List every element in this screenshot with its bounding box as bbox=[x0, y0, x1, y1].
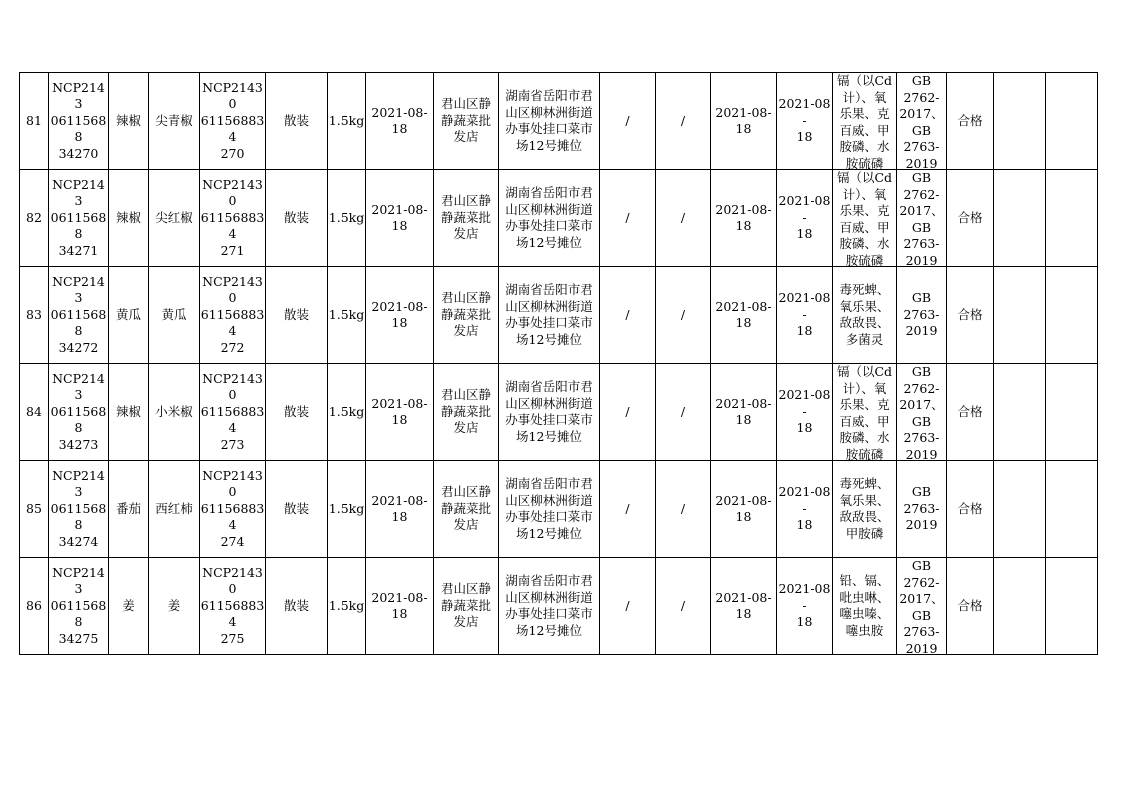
remark-2-cell bbox=[1046, 267, 1098, 364]
sampling-date-cell bbox=[711, 558, 777, 655]
row-number: 86 bbox=[26, 597, 42, 613]
testing-date: 2021-08- 18 bbox=[778, 581, 831, 630]
sampling-date-cell bbox=[711, 73, 777, 170]
test-standard: GB 2762- 2017、 GB 2763- 2019 bbox=[899, 170, 944, 266]
sample-id: NCP2143 06115688 34272 bbox=[50, 273, 107, 355]
testing-date-cell bbox=[777, 267, 833, 364]
packaging-type-cell bbox=[266, 364, 328, 461]
sample-code: NCP21430 611568834 270 bbox=[200, 79, 265, 161]
sampling-date-cell bbox=[711, 170, 777, 267]
row-number: 82 bbox=[26, 209, 42, 225]
blank-field-2-cell bbox=[656, 461, 711, 558]
row-number: 83 bbox=[26, 306, 42, 322]
food-name-cell bbox=[149, 73, 200, 170]
test-result: 合格 bbox=[957, 403, 983, 419]
seller-address: 湖南省岳阳市君 山区柳林洲街道 办事处挂口菜市 场12号摊位 bbox=[505, 282, 593, 347]
seller-name-cell bbox=[434, 170, 499, 267]
blank-field-2-cell bbox=[656, 364, 711, 461]
sample-code-cell bbox=[200, 461, 266, 558]
test-result-cell bbox=[947, 558, 994, 655]
blank-field-2: / bbox=[680, 500, 686, 516]
food-name-cell bbox=[149, 461, 200, 558]
sample-code-cell bbox=[200, 73, 266, 170]
packaging-type: 散装 bbox=[283, 597, 309, 613]
row-number-cell bbox=[20, 267, 49, 364]
test-standard-cell bbox=[897, 170, 947, 267]
food-name: 尖红椒 bbox=[155, 209, 193, 225]
sample-id: NCP2143 06115688 34271 bbox=[50, 176, 107, 258]
test-result: 合格 bbox=[957, 209, 983, 225]
packaging-type-cell bbox=[266, 170, 328, 267]
table-row bbox=[20, 170, 1098, 267]
food-category: 辣椒 bbox=[115, 209, 141, 225]
blank-field-1-cell bbox=[600, 558, 656, 655]
testing-date: 2021-08- 18 bbox=[778, 484, 831, 533]
table-row bbox=[20, 73, 1098, 170]
remark-1-cell bbox=[994, 73, 1046, 170]
test-standard: GB 2763- 2019 bbox=[903, 290, 940, 339]
testing-date: 2021-08- 18 bbox=[778, 193, 831, 242]
test-standard: GB 2762- 2017、 GB 2763- 2019 bbox=[899, 73, 944, 169]
blank-field-2: / bbox=[680, 209, 686, 225]
sample-code-cell bbox=[200, 267, 266, 364]
blank-field-2-cell bbox=[656, 73, 711, 170]
food-name-cell bbox=[149, 267, 200, 364]
testing-date-cell bbox=[777, 558, 833, 655]
test-result-cell bbox=[947, 364, 994, 461]
row-number-cell bbox=[20, 73, 49, 170]
seller-name-cell bbox=[434, 461, 499, 558]
packaging-type-cell bbox=[266, 461, 328, 558]
test-standard-cell bbox=[897, 461, 947, 558]
food-name: 小米椒 bbox=[155, 403, 193, 419]
test-standard-cell bbox=[897, 73, 947, 170]
sampling-date: 2021-08- 18 bbox=[715, 492, 772, 524]
row-number: 84 bbox=[26, 403, 42, 419]
test-items: 镉（以Cd 计）、氧 乐果、克 百威、甲 胺磷、水 胺硫磷 bbox=[836, 364, 893, 460]
seller-name-cell bbox=[434, 558, 499, 655]
production-date-cell bbox=[366, 267, 434, 364]
remark-2-cell bbox=[1046, 364, 1098, 461]
test-items-cell bbox=[833, 364, 897, 461]
seller-address-cell bbox=[499, 73, 600, 170]
food-name: 尖青椒 bbox=[155, 112, 193, 128]
blank-field-2-cell bbox=[656, 170, 711, 267]
production-date: 2021-08- 18 bbox=[371, 589, 428, 621]
sample-code: NCP21430 611568834 274 bbox=[200, 467, 265, 549]
seller-name: 君山区静 静蔬菜批 发店 bbox=[440, 387, 491, 436]
blank-field-1-cell bbox=[600, 364, 656, 461]
packaging-type-cell bbox=[266, 558, 328, 655]
remark-1-cell bbox=[994, 170, 1046, 267]
sample-id-cell bbox=[49, 558, 109, 655]
remark-2-cell bbox=[1046, 73, 1098, 170]
test-items: 毒死蜱、 氧乐果、 敌敌畏、 甲胺磷 bbox=[839, 476, 890, 541]
food-name-cell bbox=[149, 364, 200, 461]
test-items-cell bbox=[833, 461, 897, 558]
testing-date-cell bbox=[777, 364, 833, 461]
seller-name-cell bbox=[434, 73, 499, 170]
sampling-date-cell bbox=[711, 461, 777, 558]
sample-id: NCP2143 06115688 34275 bbox=[50, 564, 107, 646]
seller-address-cell bbox=[499, 364, 600, 461]
remark-2-cell bbox=[1046, 558, 1098, 655]
food-name: 姜 bbox=[167, 597, 181, 613]
test-standard: GB 2763- 2019 bbox=[903, 484, 940, 533]
sample-id: NCP2143 06115688 34270 bbox=[50, 79, 107, 161]
test-result: 合格 bbox=[957, 597, 983, 613]
blank-field-2-cell bbox=[656, 267, 711, 364]
specification: 1.5kg bbox=[328, 112, 365, 128]
sample-id-cell bbox=[49, 461, 109, 558]
table-row bbox=[20, 461, 1098, 558]
sampling-date-cell bbox=[711, 364, 777, 461]
packaging-type: 散装 bbox=[283, 112, 309, 128]
test-items: 毒死蜱、 氧乐果、 敌敌畏、 多菌灵 bbox=[839, 282, 890, 347]
sample-id-cell bbox=[49, 73, 109, 170]
food-category-cell bbox=[109, 558, 149, 655]
blank-field-1: / bbox=[625, 209, 630, 225]
test-items: 铅、镉、 吡虫啉、 噻虫嗪、 噻虫胺 bbox=[839, 573, 890, 638]
blank-field-1-cell bbox=[600, 170, 656, 267]
test-result-cell bbox=[947, 170, 994, 267]
sample-id-cell bbox=[49, 364, 109, 461]
blank-field-1-cell bbox=[600, 461, 656, 558]
specification-cell bbox=[328, 461, 366, 558]
packaging-type-cell bbox=[266, 267, 328, 364]
seller-address: 湖南省岳阳市君 山区柳林洲街道 办事处挂口菜市 场12号摊位 bbox=[505, 88, 593, 153]
sampling-date: 2021-08- 18 bbox=[715, 298, 772, 330]
food-name: 西红柿 bbox=[155, 500, 193, 516]
blank-field-2: / bbox=[680, 306, 686, 322]
sample-id: NCP2143 06115688 34274 bbox=[50, 467, 107, 549]
remark-1-cell bbox=[994, 558, 1046, 655]
blank-field-2: / bbox=[680, 112, 686, 128]
test-result: 合格 bbox=[957, 112, 983, 128]
packaging-type-cell bbox=[266, 73, 328, 170]
seller-name-cell bbox=[434, 267, 499, 364]
test-standard-cell bbox=[897, 558, 947, 655]
food-category: 黄瓜 bbox=[115, 306, 141, 322]
seller-name: 君山区静 静蔬菜批 发店 bbox=[440, 581, 491, 630]
blank-field-1: / bbox=[625, 112, 630, 128]
blank-field-2: / bbox=[680, 597, 686, 613]
sample-code: NCP21430 611568834 275 bbox=[200, 564, 265, 646]
blank-field-1: / bbox=[625, 306, 630, 322]
seller-name: 君山区静 静蔬菜批 发店 bbox=[440, 484, 491, 533]
remark-1-cell bbox=[994, 364, 1046, 461]
sampling-date: 2021-08- 18 bbox=[715, 589, 772, 621]
seller-address: 湖南省岳阳市君 山区柳林洲街道 办事处挂口菜市 场12号摊位 bbox=[505, 185, 593, 250]
seller-address-cell bbox=[499, 267, 600, 364]
seller-name: 君山区静 静蔬菜批 发店 bbox=[440, 290, 491, 339]
production-date: 2021-08- 18 bbox=[371, 395, 428, 427]
row-number-cell bbox=[20, 364, 49, 461]
production-date-cell bbox=[366, 73, 434, 170]
food-category: 番茄 bbox=[115, 500, 141, 516]
sampling-date: 2021-08- 18 bbox=[715, 104, 772, 136]
remark-1-cell bbox=[994, 267, 1046, 364]
seller-address-cell bbox=[499, 558, 600, 655]
food-category-cell bbox=[109, 461, 149, 558]
production-date: 2021-08- 18 bbox=[371, 298, 428, 330]
results-table bbox=[19, 72, 1098, 655]
test-standard-cell bbox=[897, 267, 947, 364]
row-number: 81 bbox=[26, 112, 42, 128]
specification: 1.5kg bbox=[328, 209, 365, 225]
row-number-cell bbox=[20, 461, 49, 558]
test-standard: GB 2762- 2017、 GB 2763- 2019 bbox=[899, 558, 944, 654]
sample-code-cell bbox=[200, 364, 266, 461]
test-standard: GB 2762- 2017、 GB 2763- 2019 bbox=[899, 364, 944, 460]
test-result-cell bbox=[947, 461, 994, 558]
blank-field-2-cell bbox=[656, 558, 711, 655]
specification-cell bbox=[328, 558, 366, 655]
sample-id: NCP2143 06115688 34273 bbox=[50, 370, 107, 452]
remark-2-cell bbox=[1046, 170, 1098, 267]
production-date: 2021-08- 18 bbox=[371, 201, 428, 233]
specification: 1.5kg bbox=[328, 403, 365, 419]
sampling-date-cell bbox=[711, 267, 777, 364]
table-row bbox=[20, 558, 1098, 655]
seller-name-cell bbox=[434, 364, 499, 461]
test-result-cell bbox=[947, 73, 994, 170]
remark-2-cell bbox=[1046, 461, 1098, 558]
sample-code-cell bbox=[200, 170, 266, 267]
specification-cell bbox=[328, 364, 366, 461]
testing-date: 2021-08- 18 bbox=[778, 290, 831, 339]
testing-date-cell bbox=[777, 170, 833, 267]
seller-address: 湖南省岳阳市君 山区柳林洲街道 办事处挂口菜市 场12号摊位 bbox=[505, 573, 593, 638]
blank-field-2: / bbox=[680, 403, 686, 419]
testing-date-cell bbox=[777, 461, 833, 558]
test-items: 镉（以Cd 计）、氧 乐果、克 百威、甲 胺磷、水 胺硫磷 bbox=[836, 170, 893, 266]
blank-field-1: / bbox=[625, 597, 630, 613]
packaging-type: 散装 bbox=[283, 306, 309, 322]
specification: 1.5kg bbox=[328, 306, 365, 322]
test-result: 合格 bbox=[957, 306, 983, 322]
blank-field-1-cell bbox=[600, 267, 656, 364]
test-result: 合格 bbox=[957, 500, 983, 516]
packaging-type: 散装 bbox=[283, 209, 309, 225]
specification-cell bbox=[328, 170, 366, 267]
testing-date-cell bbox=[777, 73, 833, 170]
blank-field-1: / bbox=[625, 403, 630, 419]
food-name-cell bbox=[149, 558, 200, 655]
row-number-cell bbox=[20, 170, 49, 267]
food-category-cell bbox=[109, 267, 149, 364]
row-number: 85 bbox=[26, 500, 42, 516]
row-number-cell bbox=[20, 558, 49, 655]
food-category-cell bbox=[109, 364, 149, 461]
production-date-cell bbox=[366, 461, 434, 558]
food-category-cell bbox=[109, 170, 149, 267]
seller-name: 君山区静 静蔬菜批 发店 bbox=[440, 96, 491, 145]
blank-field-1-cell bbox=[600, 73, 656, 170]
seller-address: 湖南省岳阳市君 山区柳林洲街道 办事处挂口菜市 场12号摊位 bbox=[505, 379, 593, 444]
table-body bbox=[20, 73, 1098, 655]
sample-code: NCP21430 611568834 273 bbox=[200, 370, 265, 452]
testing-date: 2021-08- 18 bbox=[778, 96, 831, 145]
production-date: 2021-08- 18 bbox=[371, 104, 428, 136]
specification-cell bbox=[328, 267, 366, 364]
food-category-cell bbox=[109, 73, 149, 170]
food-category: 辣椒 bbox=[115, 112, 141, 128]
seller-address: 湖南省岳阳市君 山区柳林洲街道 办事处挂口菜市 场12号摊位 bbox=[505, 476, 593, 541]
test-items-cell bbox=[833, 267, 897, 364]
test-result-cell bbox=[947, 267, 994, 364]
table-row bbox=[20, 364, 1098, 461]
table-row bbox=[20, 267, 1098, 364]
sample-code-cell bbox=[200, 558, 266, 655]
specification: 1.5kg bbox=[328, 597, 365, 613]
specification-cell bbox=[328, 73, 366, 170]
sampling-date: 2021-08- 18 bbox=[715, 395, 772, 427]
blank-field-1: / bbox=[625, 500, 630, 516]
food-category: 辣椒 bbox=[115, 403, 141, 419]
sample-id-cell bbox=[49, 267, 109, 364]
production-date-cell bbox=[366, 558, 434, 655]
sample-id-cell bbox=[49, 170, 109, 267]
packaging-type: 散装 bbox=[283, 500, 309, 516]
production-date-cell bbox=[366, 170, 434, 267]
food-name: 黄瓜 bbox=[161, 306, 187, 322]
test-standard-cell bbox=[897, 364, 947, 461]
seller-address-cell bbox=[499, 461, 600, 558]
seller-address-cell bbox=[499, 170, 600, 267]
sampling-date: 2021-08- 18 bbox=[715, 201, 772, 233]
food-category: 姜 bbox=[122, 597, 135, 613]
food-name-cell bbox=[149, 170, 200, 267]
remark-1-cell bbox=[994, 461, 1046, 558]
test-items: 镉（以Cd 计）、氧 乐果、克 百威、甲 胺磷、水 胺硫磷 bbox=[836, 73, 893, 169]
packaging-type: 散装 bbox=[283, 403, 309, 419]
sample-code: NCP21430 611568834 272 bbox=[200, 273, 265, 355]
sample-code: NCP21430 611568834 271 bbox=[200, 176, 265, 258]
test-items-cell bbox=[833, 170, 897, 267]
test-items-cell bbox=[833, 73, 897, 170]
test-items-cell bbox=[833, 558, 897, 655]
seller-name: 君山区静 静蔬菜批 发店 bbox=[440, 193, 491, 242]
specification: 1.5kg bbox=[328, 500, 365, 516]
production-date-cell bbox=[366, 364, 434, 461]
testing-date: 2021-08- 18 bbox=[778, 387, 831, 436]
production-date: 2021-08- 18 bbox=[371, 492, 428, 524]
